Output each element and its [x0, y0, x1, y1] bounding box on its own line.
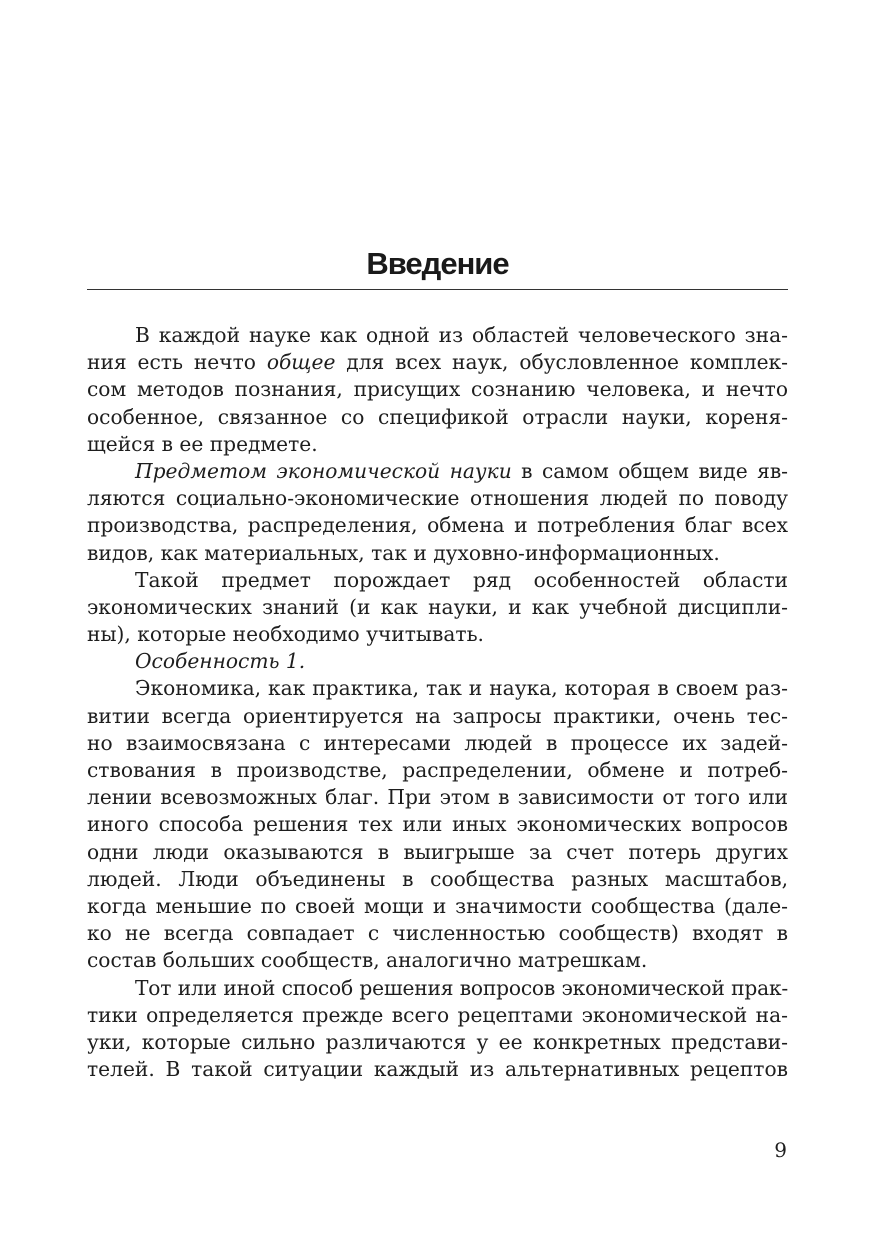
title-underline — [87, 289, 788, 290]
emphasis: общее — [266, 350, 336, 375]
paragraph-5-line: ко не всегда совпадает с численностью сообществ) входят в — [87, 921, 788, 946]
paragraph-6-line: уки, которые сильно различаются у ее конкретных представи- — [87, 1029, 788, 1054]
page-number: 9 — [774, 1138, 787, 1162]
paragraph-5-line: когда меньшие по своей мощи и значимости сообщества (дале- — [87, 893, 788, 918]
paragraph-5-line: но взаимосвязана с интересами людей в процессе их задей- — [87, 730, 788, 755]
paragraph-5-line: ствования в производстве, распределении, обмене и потреб- — [87, 758, 788, 782]
paragraph-5-line: витии всегда ориентируется на запросы практики, очень тес- — [87, 703, 788, 728]
paragraph-5-line: лении всевозможных благ. При этом в зависимости от того или — [87, 785, 788, 810]
paragraph-2-line: видов, как материальных, так и духовно-информационных. — [87, 540, 720, 565]
text-span: для всех наук, обусловленное комплек- — [335, 350, 788, 375]
paragraph-3-line: ны), которые необходимо учитывать. — [87, 622, 484, 647]
paragraph-5-line: иного способа решения тех или иных экономических вопросов — [87, 812, 788, 837]
paragraph-6-line: Тот или иной способ решения вопросов экономической прак- — [135, 975, 788, 1000]
paragraph-1-line — [87, 349, 788, 376]
paragraph-2-line: производства, распределения, обмена и потребления благ всех — [87, 513, 788, 538]
paragraph-5-line: людей. Люди объединены в сообщества разных масштабов, — [87, 866, 788, 891]
paragraph-1-line: сом методов познания, присущих сознанию человека, и нечто — [87, 377, 788, 402]
paragraph-3-line: Такой предмет порождает ряд особенностей области — [135, 567, 788, 592]
paragraph-1-line: щейся в ее предмете. — [87, 431, 318, 456]
paragraph-6-line: тики определяется прежде всего рецептами экономической на- — [87, 1002, 788, 1027]
paragraph-1-line: В каждой науке как одной из областей человеческого зна- — [135, 323, 788, 347]
chapter-title: Введение — [366, 246, 509, 281]
text-span: ния есть нечто — [87, 350, 267, 375]
paragraph-5-line: Экономика, как практика, так и наука, которая в своем раз- — [135, 676, 788, 701]
paragraph-1-line: особенное, связанное со спецификой отрасли науки, кореня- — [87, 404, 788, 429]
paragraph-2-line: ляются социально-экономические отношения людей по поводу — [87, 486, 788, 511]
emphasis: Предметом экономической науки — [135, 458, 512, 483]
paragraph-3-line: экономических знаний (и как науки, и как учебной дисципли- — [87, 594, 788, 619]
paragraph-5-line: состав больших сообществ, аналогично матрешкам. — [87, 948, 648, 973]
paragraph-5-line: одни люди оказываются в выигрыше за счет потерь других — [87, 839, 788, 864]
feature-heading: Особенность 1. — [135, 649, 306, 674]
text-span: в самом общем виде яв- — [511, 458, 788, 483]
body-text — [87, 322, 788, 1083]
paragraph-2-line — [87, 458, 788, 485]
paragraph-6-line: телей. В такой ситуации каждый из альтернативных рецептов — [87, 1057, 788, 1082]
